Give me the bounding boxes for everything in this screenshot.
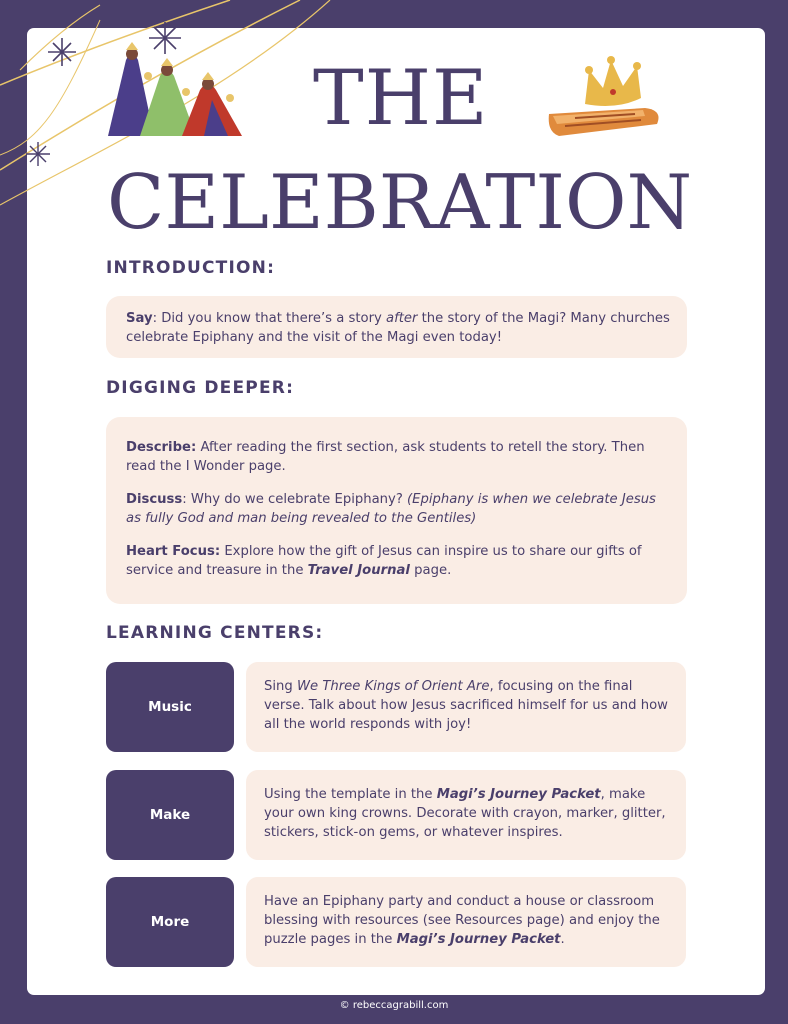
introduction-text: Say: Did you know that there’s a story after the story of the Magi? Many churches celebrate Epiphany and the visit of the Magi even today! <box>126 311 670 345</box>
page-title-line1: THE <box>313 53 489 142</box>
heart-focus-paragraph: Heart Focus: Explore how the gift of Jesus can inspire us to share our gifts of service and treasure in the Travel Journal page. <box>126 544 642 578</box>
discuss-paragraph: Discuss: Why do we celebrate Epiphany? (Epiphany is when we celebrate Jesus as fully God and man being revealed to the Gentiles) <box>126 492 656 526</box>
more-description: Have an Epiphany party and conduct a house or classroom blessing with resources (see Resources page) and enjoy the puzzle pages in the Magi’s Journey Packet. <box>246 877 686 967</box>
introduction-heading: INTRODUCTION: <box>106 258 276 278</box>
make-label-box: Make <box>106 770 234 860</box>
king-cake-crown-illustration <box>545 52 669 138</box>
describe-paragraph: Describe: After reading the first section, ask students to retell the story. Then read the I Wonder page. <box>126 440 645 474</box>
page-title-line2: CELEBRATION <box>107 158 693 246</box>
more-label-box: More <box>106 877 234 967</box>
music-label-box: Music <box>106 662 234 752</box>
music-description: Sing We Three Kings of Orient Are, focusing on the final verse. Talk about how Jesus sacrificed himself for us and how all the world responds with joy! <box>246 662 686 752</box>
make-description: Using the template in the Magi’s Journey Packet, make your own king crowns. Decorate with crayon, marker, glitter, stickers, stick-on gems, or whatever inspires. <box>246 770 686 860</box>
learning-centers-heading: LEARNING CENTERS: <box>106 623 324 643</box>
digging-deeper-panel <box>106 417 687 604</box>
introduction-panel <box>106 296 687 358</box>
three-magi-illustration <box>104 40 246 138</box>
digging-deeper-heading: DIGGING DEEPER: <box>106 378 295 398</box>
footer-copyright: © rebeccagrabill.com <box>339 1000 449 1011</box>
